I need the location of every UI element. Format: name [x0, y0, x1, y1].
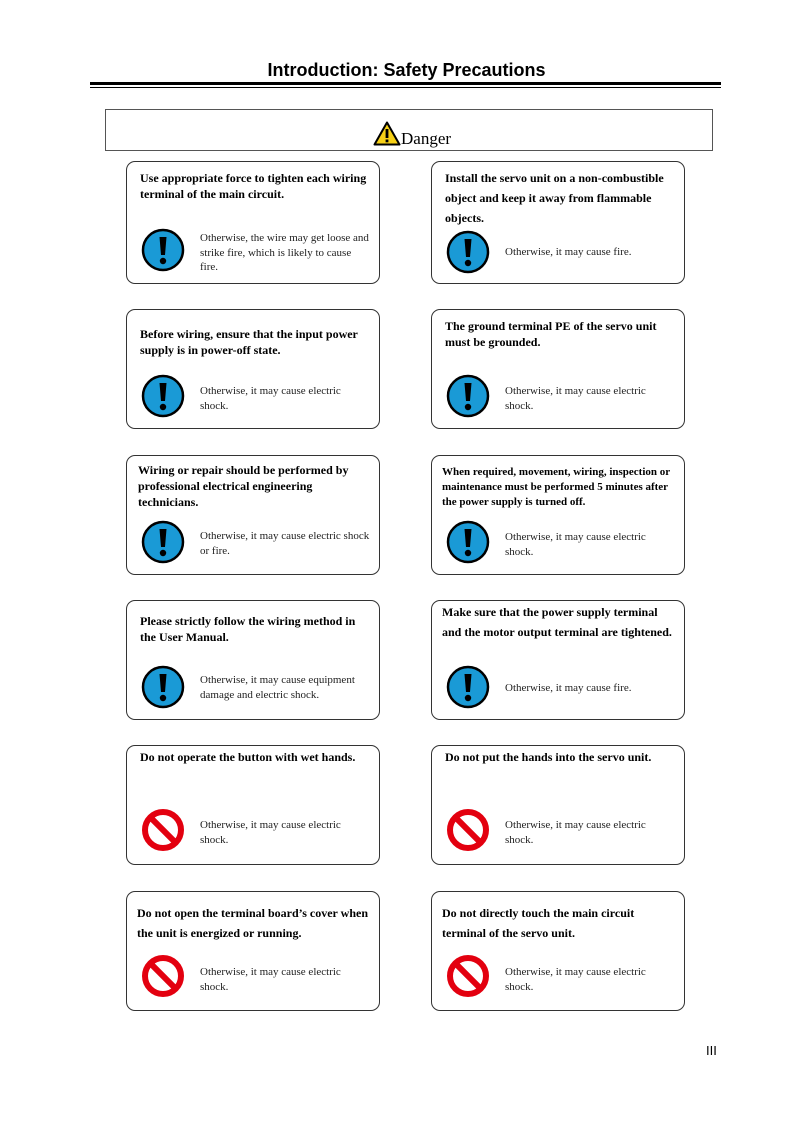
mandatory-icon	[141, 228, 185, 272]
title-rule-thick	[90, 82, 721, 85]
card-6	[431, 455, 685, 575]
mandatory-icon	[141, 520, 185, 564]
card-1	[126, 161, 380, 284]
card-heading: The ground terminal PE of the servo unit must be grounded.	[445, 319, 657, 349]
card-4	[431, 309, 685, 429]
card-note: Otherwise, it may cause electric shock.	[200, 819, 341, 846]
card-note: Otherwise, it may cause fire.	[505, 246, 632, 258]
card-heading: Do not open the terminal board’s cover when the unit is energized or running.	[137, 906, 368, 940]
card-heading: Use appropriate force to tighten each wiring terminal of the main circuit.	[140, 171, 367, 201]
card-heading: Make sure that the power supply terminal and the motor output terminal are tightened.	[442, 605, 672, 639]
page-title: Introduction: Safety Precautions	[267, 60, 546, 80]
danger-header	[373, 115, 451, 149]
prohibition-icon	[141, 954, 185, 998]
card-3	[126, 309, 380, 429]
card-note: Otherwise, it may cause electric shock.	[505, 966, 646, 993]
card-heading: When required, movement, wiring, inspection or maintenance must be performed 5 minutes after the power supply is turned off.	[442, 466, 670, 508]
card-11	[126, 891, 380, 1011]
card-5	[126, 455, 380, 575]
card-10	[431, 745, 685, 865]
card-heading: Install the servo unit on a non-combustible object and keep it away from flammable objects.	[445, 171, 664, 225]
card-note: Otherwise, it may cause electric shock.	[505, 819, 646, 846]
mandatory-icon	[446, 374, 490, 418]
card-9	[126, 745, 380, 865]
mandatory-icon	[141, 374, 185, 418]
card-note: Otherwise, it may cause fire.	[505, 682, 632, 694]
card-note: Otherwise, it may cause electric shock.	[200, 385, 341, 412]
mandatory-icon	[446, 520, 490, 564]
warning-triangle-icon	[373, 121, 401, 149]
title-rule-thin	[90, 87, 721, 88]
card-note: Otherwise, the wire may get loose and strike fire, which is likely to cause fire.	[200, 232, 369, 273]
card-heading: Before wiring, ensure that the input power supply is in power-off state.	[140, 327, 358, 357]
mandatory-icon	[446, 230, 490, 274]
card-note: Otherwise, it may cause electric shock.	[505, 531, 646, 558]
card-8	[431, 600, 685, 720]
page-number: III	[706, 1043, 717, 1058]
prohibition-icon	[446, 808, 490, 852]
mandatory-icon	[141, 665, 185, 709]
card-heading: Do not directly touch the main circuit terminal of the servo unit.	[442, 906, 635, 940]
prohibition-icon	[446, 954, 490, 998]
card-7	[126, 600, 380, 720]
prohibition-icon	[141, 808, 185, 852]
card-heading: Do not operate the button with wet hands.	[140, 750, 356, 764]
card-heading: Please strictly follow the wiring method in the User Manual.	[140, 614, 356, 644]
card-note: Otherwise, it may cause equipment damage and electric shock.	[200, 674, 355, 701]
card-note: Otherwise, it may cause electric shock.	[200, 966, 341, 993]
card-12	[431, 891, 685, 1011]
mandatory-icon	[446, 665, 490, 709]
danger-title: Danger	[401, 129, 452, 148]
card-note: Otherwise, it may cause electric shock.	[505, 385, 646, 412]
card-heading: Do not put the hands into the servo unit.	[445, 750, 652, 764]
card-2	[431, 161, 685, 284]
card-note: Otherwise, it may cause electric shock or fire.	[200, 530, 370, 557]
card-heading: Wiring or repair should be performed by professional electrical engineering technicians.	[138, 463, 349, 509]
